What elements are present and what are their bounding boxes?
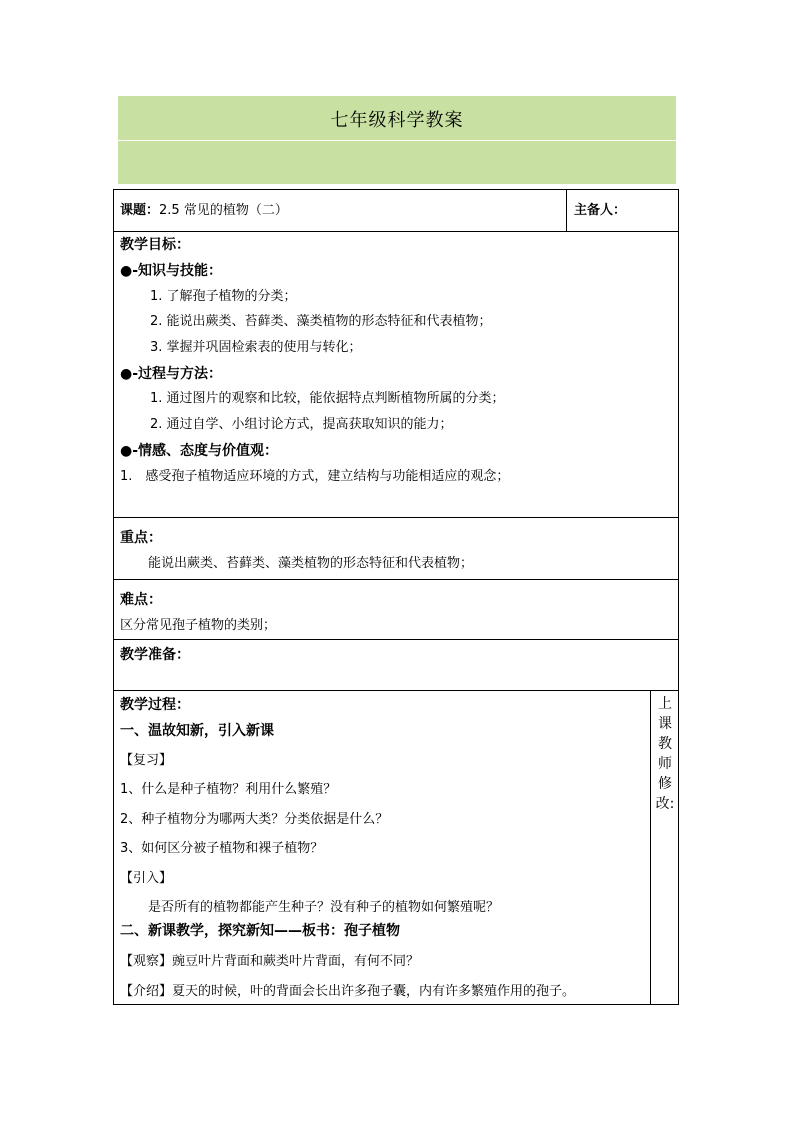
side-char: 改: [655,796,675,812]
col-divider [566,190,567,231]
observe-line [120,954,419,970]
intro2-line [120,984,575,1000]
process-item: 1. 通过图片的观察和比较，能依据特点判断植物所属的分类； [150,391,505,406]
intro2-text: 夏天的时候，叶的背面会长出许多孢子囊，内有许多繁殖作用的孢子。 [172,984,576,999]
goals-heading: 教学目标： [120,237,190,253]
lesson-table [113,189,679,1005]
key-point-label: 重点： [120,530,162,546]
side-char: 师 [658,756,672,772]
row-divider [114,517,678,518]
banner-divider [118,140,676,141]
review-tag: 【复习】 [120,753,173,768]
title-banner [118,96,676,184]
review-question: 3、如何区分被子植物和裸子植物？ [120,841,324,856]
topic-value: 2.5 常见的植物（二） [159,203,288,218]
side-char: 课 [658,716,672,732]
side-char: 教 [658,736,672,752]
author-label: 主备人： [574,203,627,218]
row-divider [114,579,678,580]
knowledge-item: 2. 能说出蕨类、苔藓类、藻类植物的形态特征和代表植物； [150,314,492,329]
process-item: 2. 通过自学、小组讨论方式，提高获取知识的能力； [150,417,453,432]
topic-row [120,203,288,219]
observe-tag: 【观察】 [120,954,173,969]
difficulty-text: 区分常见孢子植物的类别； [120,618,277,633]
intro-tag: 【引入】 [120,871,173,886]
process-heading: ●-过程与方法： [120,366,223,382]
intro2-tag: 【介绍】 [120,984,173,999]
difficulty-label: 难点： [120,592,162,608]
knowledge-item: 3. 掌握并巩固检索表的使用与转化； [150,340,362,355]
emotion-item: 1. 感受孢子植物适应环境的方式，建立结构与功能相适应的观念； [120,469,510,484]
row-divider [114,231,678,232]
side-char: 上 [658,696,672,712]
knowledge-heading: ●-知识与技能： [120,263,223,279]
review-question: 2、种子植物分为哪两大类？分类依据是什么？ [120,812,389,827]
process-section-heading: 教学过程： [120,697,190,713]
key-point-text: 能说出蕨类、苔藓类、藻类植物的形态特征和代表植物； [148,556,474,571]
part2-heading: 二、新课教学，探究新知——板书：孢子植物 [120,923,400,939]
teacher-revision-column [652,694,678,814]
review-question: 1、什么是种子植物？利用什么繁殖？ [120,782,337,797]
intro-text: 是否所有的植物都能产生种子？没有种子的植物如何繁殖呢？ [148,900,500,915]
prep-label: 教学准备： [120,647,190,663]
topic-label: 课题： [120,203,160,218]
col-divider [650,690,651,1004]
knowledge-item: 1. 了解孢子植物的分类； [150,289,297,304]
side-char: 修 [658,776,672,792]
row-divider [114,690,678,691]
part1-heading: 一、温故知新，引入新课 [120,723,274,739]
observe-text: 豌豆叶片背面和蕨类叶片背面，有何不同？ [172,954,420,969]
doc-title: 七年级科学教案 [330,110,464,131]
row-divider [114,639,678,640]
emotion-heading: ●-情感、态度与价值观： [120,443,279,459]
